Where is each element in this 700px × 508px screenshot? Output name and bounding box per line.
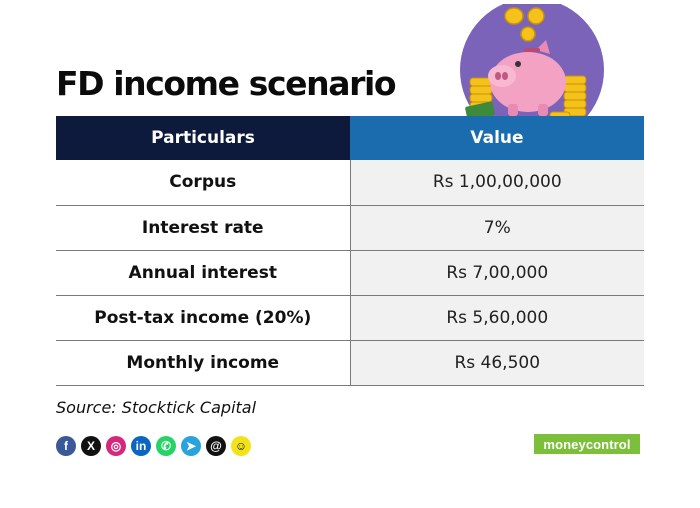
row-particular: Corpus <box>56 160 350 205</box>
page-title: FD income scenario <box>56 64 396 103</box>
row-particular: Post-tax income (20%) <box>56 295 350 340</box>
whatsapp-icon[interactable]: ✆ <box>156 436 176 456</box>
row-particular: Annual interest <box>56 250 350 295</box>
social-share-bar <box>56 436 251 456</box>
header-value: Value <box>350 116 644 160</box>
telegram-icon[interactable]: ➤ <box>181 436 201 456</box>
row-value: Rs 46,500 <box>350 340 644 385</box>
row-particular: Monthly income <box>56 340 350 385</box>
table-row <box>56 340 644 385</box>
moneycontrol-logo <box>534 434 640 454</box>
brand-part-control: control <box>585 436 631 452</box>
brand-part-money: money <box>543 436 586 452</box>
piggy-bank-illustration <box>452 4 612 128</box>
table-row <box>56 295 644 340</box>
row-particular: Interest rate <box>56 205 350 250</box>
table-row <box>56 250 644 295</box>
source-note: Source: Stocktick Capital <box>56 398 257 417</box>
row-value: Rs 7,00,000 <box>350 250 644 295</box>
snapchat-icon[interactable]: ☺ <box>231 436 251 456</box>
row-value: 7% <box>350 205 644 250</box>
linkedin-icon[interactable]: in <box>131 436 151 456</box>
threads-icon[interactable]: @ <box>206 436 226 456</box>
header-particulars: Particulars <box>56 116 350 160</box>
fd-income-table <box>56 116 644 386</box>
facebook-icon[interactable]: f <box>56 436 76 456</box>
x-icon[interactable]: X <box>81 436 101 456</box>
instagram-icon[interactable]: ◎ <box>106 436 126 456</box>
table-row <box>56 205 644 250</box>
row-value: Rs 1,00,00,000 <box>350 160 644 205</box>
row-value: Rs 5,60,000 <box>350 295 644 340</box>
table-row <box>56 160 644 205</box>
